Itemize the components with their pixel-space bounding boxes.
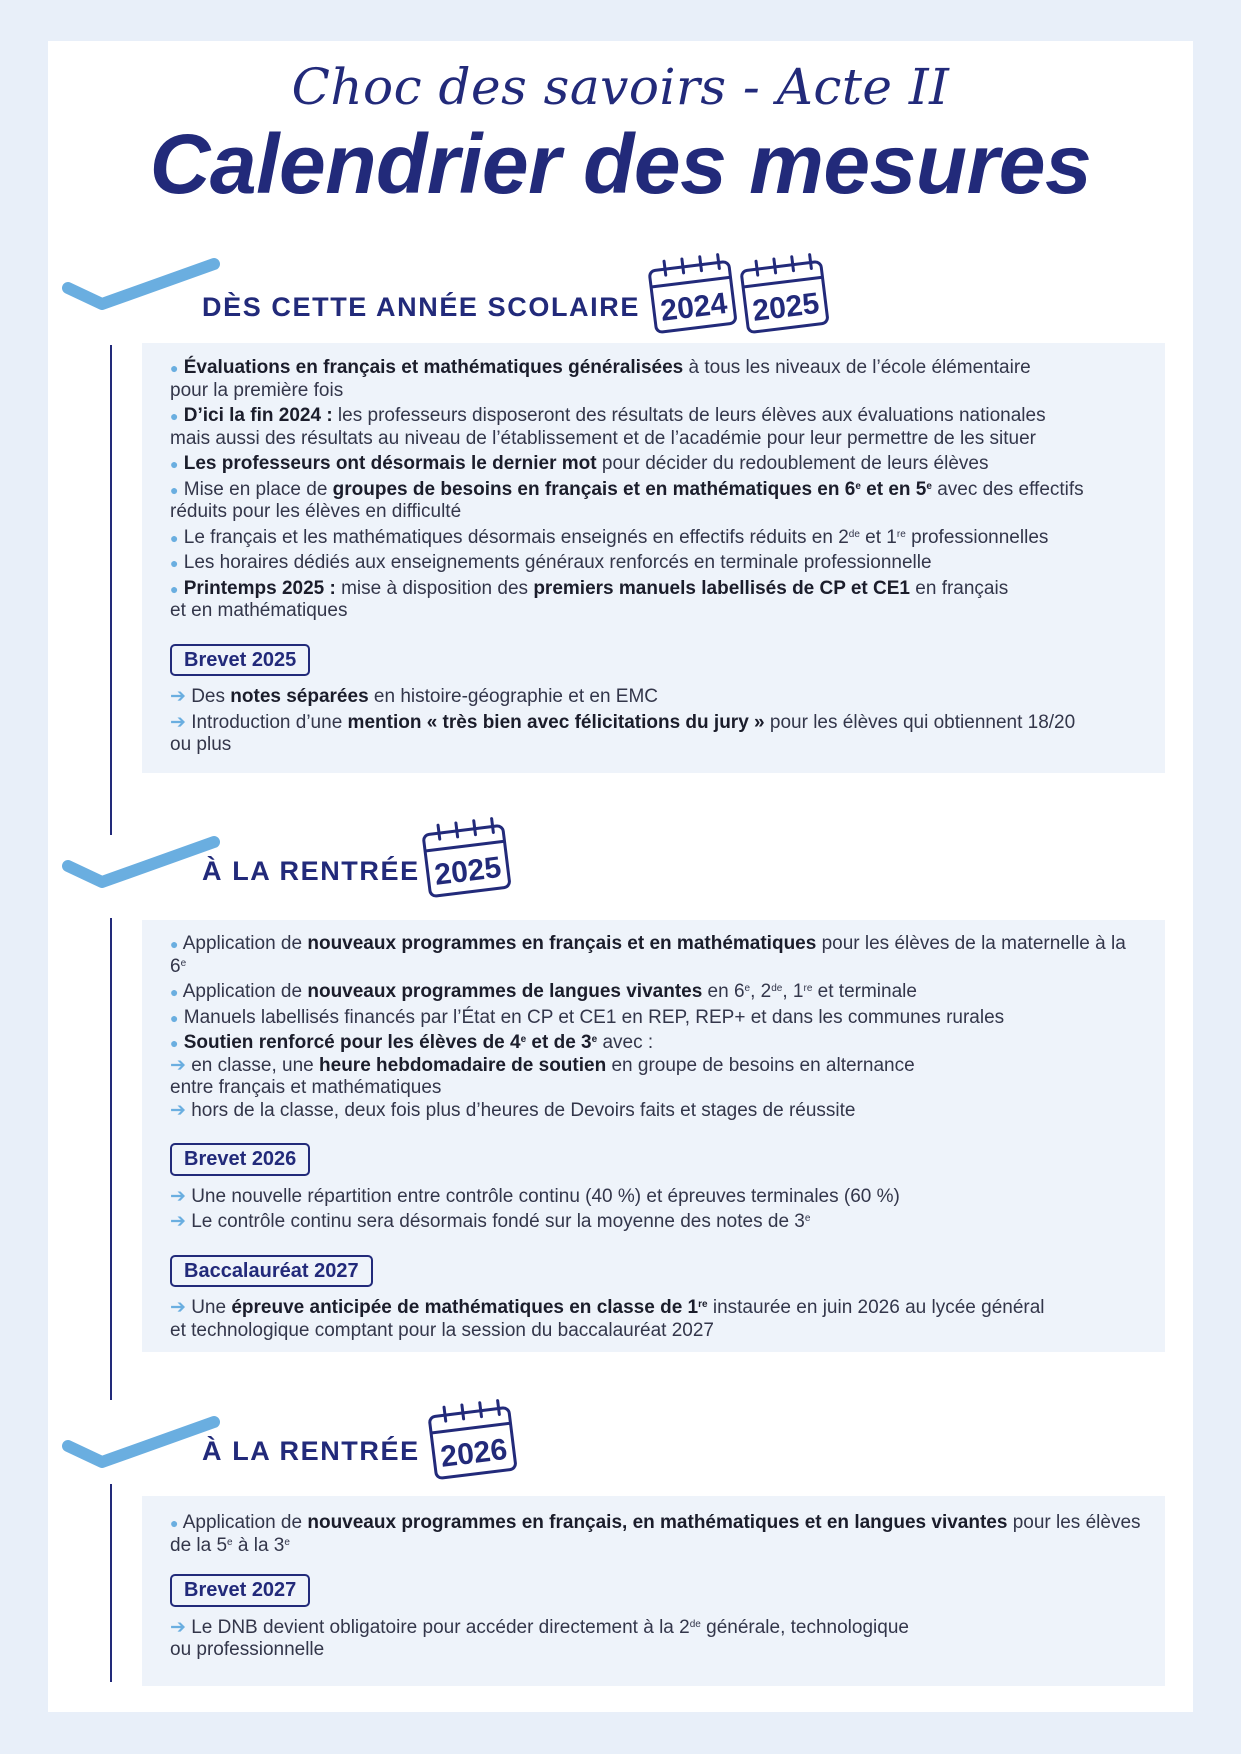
subtitle: Choc des savoirs - Acte II [291,58,950,116]
exam-badge: Brevet 2026 [170,1143,310,1176]
calendar-year: 2025 [750,286,822,328]
section-title-current-year: DÈS CETTE ANNÉE SCOLAIRE [202,292,640,322]
list-item: ● Le français et les mathématiques désormais enseignés en effectifs réduits en 2de et 1re professionnelles [170,526,1049,548]
section-content-current-year [170,357,1130,760]
list-item: ● Évaluations en français et mathématiques généralisées à tous les niveaux de l’école élémentaire pour la première fois [170,357,1031,401]
timeline-line [110,1484,112,1682]
list-item: ● Les professeurs ont désormais le dernier mot pour décider du redoublement de leurs élèves [170,453,989,474]
list-item: ➔ hors de la classe, deux fois plus d’heures de Devoirs faits et stages de réussite [170,1099,856,1121]
page-title: Calendrier des mesures [149,117,1092,211]
list-item: ➔ Le contrôle continu sera désormais fondé sur la moyenne des notes de 3e [170,1211,811,1232]
calendar-icon [424,1396,520,1480]
section-title-rentree-2026: À LA RENTRÉE [202,1436,420,1466]
exam-badge: Brevet 2025 [170,644,310,677]
calendar-year: 2025 [432,850,504,892]
list-item: ➔ en classe, une heure hebdomadaire de soutien en groupe de besoins en alternance entre français et mathématiques [170,1054,915,1098]
list-item: ● Application de nouveaux programmes en français, en mathématiques et en langues vivantes pour les élèves de la 5e à la 3e [170,1512,1141,1556]
list-item: ● Manuels labellisés financés par l’État en CP et CE1 en REP, REP+ et dans les communes rurales [170,1006,1005,1028]
calendar-year: 2026 [438,1432,510,1474]
calendar-icon [644,250,740,334]
exam-badge: Brevet 2027 [170,1574,310,1607]
calendar-year: 2024 [658,286,730,328]
checkmark-icon [62,818,222,888]
list-item: ➔ Des notes séparées en histoire-géographie et en EMC [170,686,659,707]
exam-badge: Baccalauréat 2027 [170,1255,373,1288]
list-item: ● Application de nouveaux programmes de langues vivantes en 6e, 2de, 1re et terminale [170,981,917,1002]
list-item: ➔ Une épreuve anticipée de mathématiques en classe de 1re instaurée en juin 2026 au lycée général et technologique comptant pour la session du baccalauréat 2027 [170,1297,1045,1341]
checkmark-icon [62,1398,222,1468]
list-item: ● Mise en place de groupes de besoins en français et en mathématiques en 6e et en 5e avec des effectifs réduits pour les élèves en difficulté [170,478,1084,522]
section-content-rentree-2026 [170,1512,1145,1665]
list-item: ● Printemps 2025 : mise à disposition des premiers manuels labellisés de CP et CE1 en français et en mathématiques [170,577,1009,621]
list-item: ● Application de nouveaux programmes en français et en mathématiques pour les élèves de la maternelle à la 6e [170,933,1126,977]
timeline-line [110,918,112,1400]
list-item: ● Les horaires dédiés aux enseignements généraux renforcés en terminale professionnelle [170,552,932,573]
list-item: ➔ Introduction d’une mention « très bien avec félicitations du jury » pour les élèves qui obtiennent 18/20 ou plus [170,711,1076,755]
list-item: ➔ Une nouvelle répartition entre contrôle continu (40 %) et épreuves terminales (60 %) [170,1185,900,1207]
calendar-icon [418,814,514,898]
section-content-rentree-2025 [170,933,1145,1345]
list-item: ● Soutien renforcé pour les élèves de 4e et de 3e avec : [170,1032,654,1053]
calendar-icon [736,250,832,334]
list-item: ● D’ici la fin 2024 : les professeurs disposeront des résultats de leurs élèves aux évaluations nationales mais aussi des résultats au niveau de l’établissement et de l’académie pour leur permettre de les situer [170,405,1046,449]
section-title-rentree-2025: À LA RENTRÉE [202,856,420,886]
timeline-line [110,345,112,835]
checkmark-icon [62,240,222,310]
list-item: ➔ Le DNB devient obligatoire pour accéder directement à la 2de générale, technologique ou professionnelle [170,1616,909,1660]
